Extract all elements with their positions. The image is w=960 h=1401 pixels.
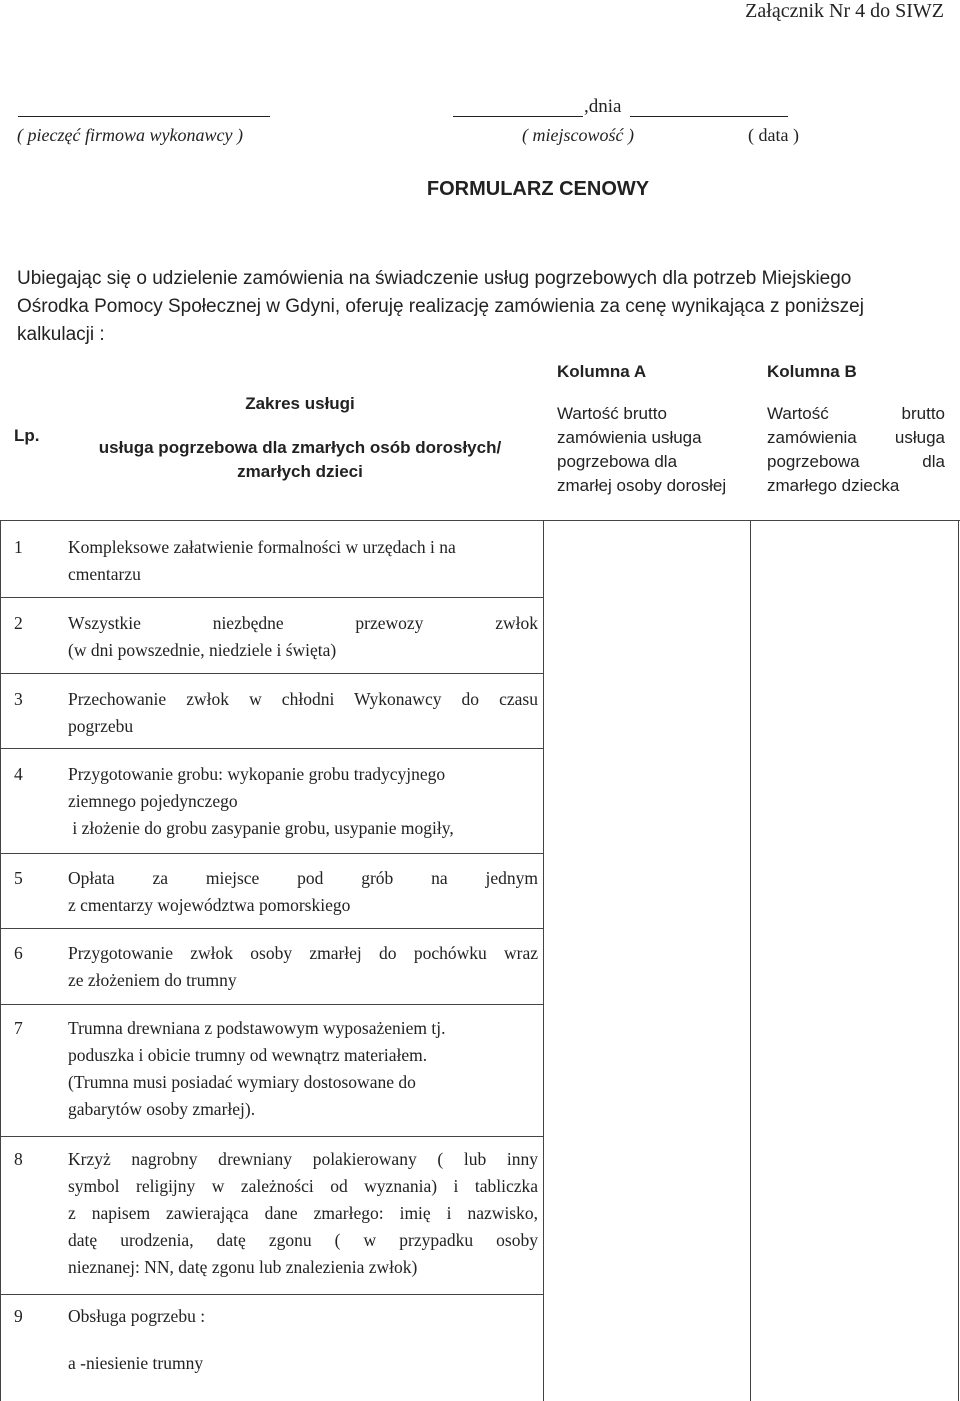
date-separator: ,dnia [584, 96, 622, 117]
annex-label: Załącznik Nr 4 do SIWZ [745, 0, 944, 22]
place-blank-line [453, 116, 583, 117]
row-divider [0, 928, 543, 929]
row-divider [0, 853, 543, 854]
column-a-header: Kolumna A [557, 362, 647, 381]
scope-header: Zakres usługi [245, 394, 355, 413]
row-number: 6 [14, 943, 23, 963]
table-top-border [0, 520, 960, 521]
scope-subheader: usługa pogrzebowa dla zmarłych osób dorosłych/ zmarłych dzieci [98, 438, 502, 481]
row-divider [0, 597, 543, 598]
intro-line: Ubiegając się o udzielenie zamówienia na świadczenie usług pogrzebowych dla potrzeb Miejskiego [17, 268, 852, 289]
date-label: ( data ) [748, 125, 799, 145]
row-number: 9 [14, 1306, 23, 1326]
row-description: Opłata za miejsce pod grób na jednym z cmentarzy województwa pomorskiego [68, 868, 538, 915]
row-description: Przygotowanie zwłok osoby zmarłej do pochówku wraz ze złożeniem do trumny [68, 943, 538, 990]
row-description: Wszystkie niezbędne przewozy zwłok (w dni powszednie, niedziele i święta) [68, 613, 538, 660]
row-description: Trumna drewniana z podstawowym wyposażeniem tj. poduszka i obicie trumny od wewnątrz materiałem. (Trumna musi posiadać wymiary dostosowane do gabarytów osoby zmarłej). [68, 1018, 446, 1119]
row-divider [0, 1294, 543, 1295]
row-divider [0, 748, 543, 749]
row-number: 3 [14, 689, 23, 709]
column-divider-b [750, 520, 751, 1401]
column-a-subheader: Wartość brutto zamówienia usługa pogrzebowa dla zmarłej osoby dorosłej [557, 404, 727, 495]
row-divider [0, 1004, 543, 1005]
row-description: a -niesienie trumny [68, 1353, 204, 1373]
stamp-label: ( pieczęć firmowa wykonawcy ) [17, 125, 243, 145]
column-b-header: Kolumna B [767, 362, 857, 381]
intro-paragraph [17, 265, 947, 349]
row-description: Przechowanie zwłok w chłodni Wykonawcy do czasu pogrzebu [68, 689, 538, 736]
place-label: ( miejscowość ) [522, 125, 634, 145]
stamp-blank-line [18, 116, 270, 117]
column-divider-a [543, 520, 544, 1401]
row-divider [0, 1136, 543, 1137]
table-right-border [958, 520, 959, 1401]
form-title: FORMULARZ CENOWY [426, 178, 650, 200]
date-blank-line [630, 116, 788, 117]
intro-line: kalkulacji : [17, 324, 105, 345]
row-number: 4 [14, 764, 23, 784]
row-number: 2 [14, 613, 23, 633]
row-description: Przygotowanie grobu: wykopanie grobu tradycyjnego ziemnego pojedynczego i złożenie do grobu zasypanie grobu, usypanie mogiły, [68, 764, 454, 838]
row-description: Kompleksowe załatwienie formalności w urzędach i na cmentarzu [68, 537, 456, 584]
table-left-border [0, 520, 1, 1401]
row-number: 8 [14, 1149, 23, 1169]
row-description: Krzyż nagrobny drewniany polakierowany ( lub inny symbol religijny w zależności od wyznania) i tabliczka z napisem zawierająca dane zmarłego: imię i nazwisko, datę urodzenia, datę zgonu ( w przypadku osoby nieznanej: NN, datę zgonu lub znalezienia zwłok) [68, 1149, 538, 1277]
row-divider [0, 673, 543, 674]
row-number: 1 [14, 537, 23, 557]
lp-header: Lp. [14, 426, 40, 445]
row-number: 5 [14, 868, 23, 888]
column-b-subheader: Wartość brutto zamówienia usługa pogrzebowa dla zmarłego dziecka [767, 404, 945, 495]
row-number: 7 [14, 1018, 23, 1038]
row-description: Obsługa pogrzebu : [68, 1306, 206, 1326]
intro-line: Ośrodka Pomocy Społecznej w Gdyni, oferuję realizację zamówienia za cenę wynikająca z poniższej [17, 296, 864, 317]
